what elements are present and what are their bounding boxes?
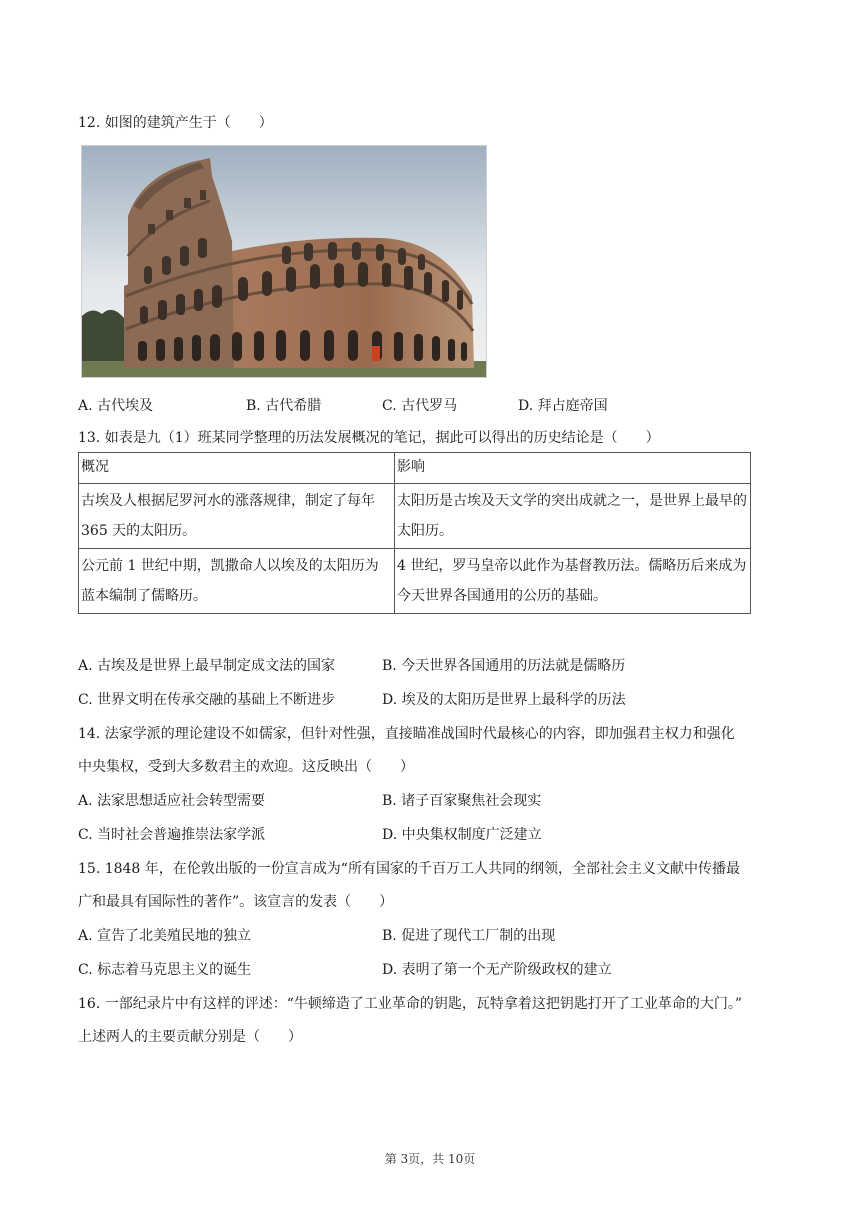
q15-option-c: C. 标志着马克思主义的诞生 <box>78 962 252 978</box>
page-footer: 第 3页，共 10页 <box>384 1152 476 1166</box>
q14-option-c: C. 当时社会普遍推崇法家学派 <box>78 827 266 843</box>
q12-option-d: D. 拜占庭帝国 <box>518 398 608 414</box>
q16-stem-line1: 16. 一部纪录片中有这样的评述：“牛顿缔造了工业革命的钥匙，瓦特拿着这把钥匙打开了工业革命的大门。” <box>78 996 743 1012</box>
q16-stem-line2: 上述两人的主要贡献分别是（ ） <box>78 1029 302 1045</box>
q14-option-a: A. 法家思想适应社会转型需要 <box>78 793 266 809</box>
table-cell: 公元前 1 世纪中期，凯撒命人以埃及的太阳历为蓝本编制了儒略历。 <box>79 549 395 614</box>
q14-option-d: D. 中央集权制度广泛建立 <box>382 827 542 843</box>
q14-stem-line1: 14. 法家学派的理论建设不如儒家，但针对性强，直接瞄准战国时代最核心的内容，即加强君主权力和强化 <box>78 726 735 742</box>
q15-option-a: A. 宣告了北美殖民地的独立 <box>78 928 252 944</box>
calendar-notes-table <box>78 452 751 614</box>
table-cell: 太阳历是古埃及天文学的突出成就之一，是世界上最早的太阳历。 <box>395 484 751 549</box>
q12-option-c: C. 古代罗马 <box>382 398 458 414</box>
q13-stem: 13. 如表是九（1）班某同学整理的历法发展概况的笔记，据此可以得出的历史结论是（ ） <box>78 430 660 446</box>
q12-option-b: B. 古代希腊 <box>246 398 322 414</box>
q14-stem-line2: 中央集权，受到大多数君主的欢迎。这反映出（ ） <box>78 759 414 775</box>
table-row <box>79 484 751 549</box>
table-header-impact: 影响 <box>395 453 751 484</box>
q15-stem-line1: 15. 1848 年，在伦敦出版的一份宣言成为“所有国家的千百万工人共同的纲领，全部社会主义文献中传播最 <box>78 861 740 877</box>
q13-option-d: D. 埃及的太阳历是世界上最科学的历法 <box>382 692 626 708</box>
table-row <box>79 549 751 614</box>
q14-option-b: B. 诸子百家聚焦社会现实 <box>382 793 542 809</box>
q13-option-a: A. 古埃及是世界上最早制定成文法的国家 <box>78 658 336 674</box>
colosseum-photo <box>81 145 487 378</box>
q12-option-a: A. 古代埃及 <box>78 398 154 414</box>
q13-option-b: B. 今天世界各国通用的历法就是儒略历 <box>382 658 626 674</box>
q13-option-c: C. 世界文明在传承交融的基础上不断进步 <box>78 692 336 708</box>
table-cell: 4 世纪，罗马皇帝以此作为基督教历法。儒略历后来成为今天世界各国通用的公历的基础。 <box>395 549 751 614</box>
q15-option-b: B. 促进了现代工厂制的出现 <box>382 928 556 944</box>
q15-stem-line2: 广和最具有国际性的著作”。该宣言的发表（ ） <box>78 894 394 910</box>
table-header-overview: 概况 <box>79 453 395 484</box>
q12-stem: 12. 如图的建筑产生于（ ） <box>78 115 273 131</box>
table-cell: 古埃及人根据尼罗河水的涨落规律，制定了每年365 天的太阳历。 <box>79 484 395 549</box>
q15-option-d: D. 表明了第一个无产阶级政权的建立 <box>382 962 612 978</box>
